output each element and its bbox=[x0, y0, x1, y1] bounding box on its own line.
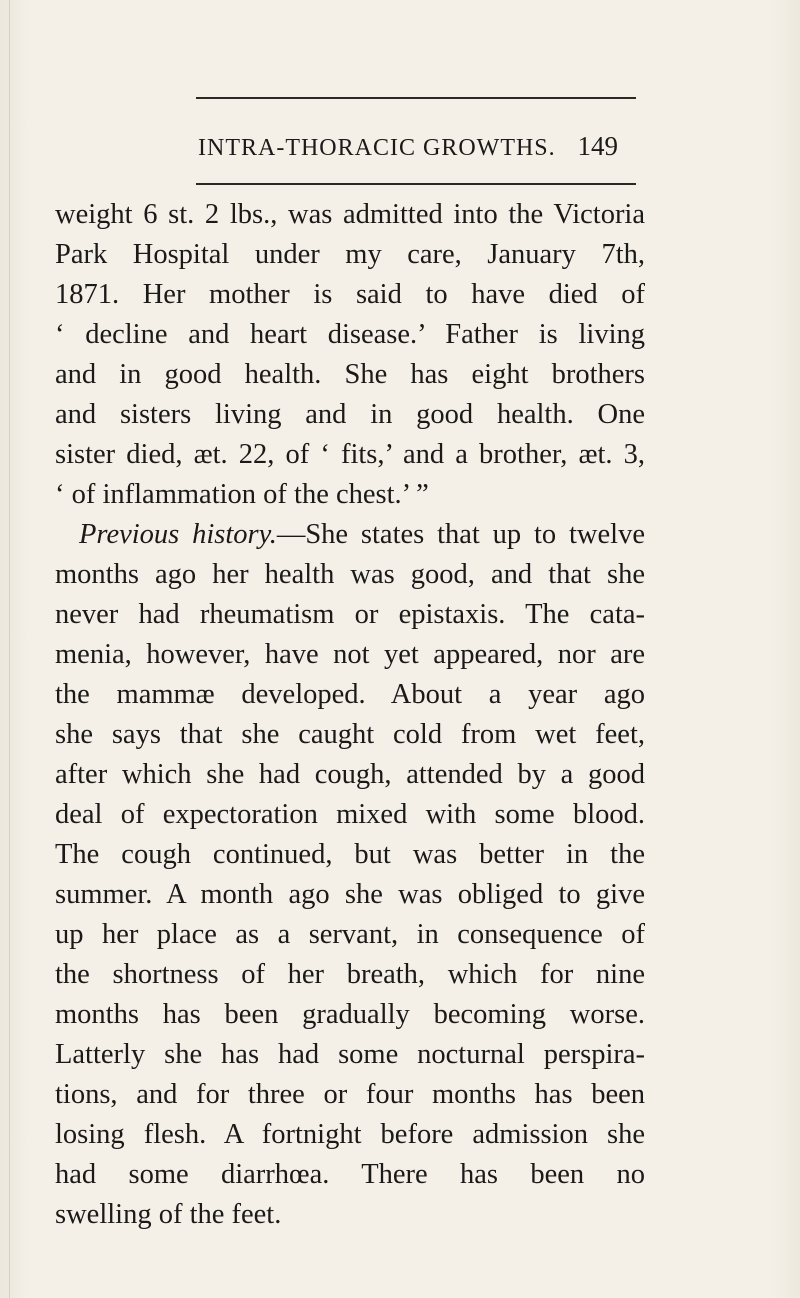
text-line: 1871. Her mother is said to have died of bbox=[55, 279, 645, 310]
section-heading-rest: —She states that up to twelve bbox=[276, 519, 645, 550]
text-line: The cough continued, but was better in the bbox=[55, 839, 645, 870]
text-line: up her place as a servant, in consequence of bbox=[55, 919, 645, 950]
text-line: ‘ of inflammation of the chest.’ ” bbox=[55, 479, 429, 510]
running-head bbox=[198, 131, 618, 165]
text-line: sister died, æt. 22, of ‘ fits,’ and a brother, æt. 3, bbox=[55, 439, 645, 470]
text-line: swelling of the feet. bbox=[55, 1199, 282, 1230]
text-line: menia, however, have not yet appeared, nor are bbox=[55, 639, 645, 670]
text-line: and sisters living and in good health. One bbox=[55, 399, 645, 430]
text-line: summer. A month ago she was obliged to give bbox=[55, 879, 645, 910]
text-line: after which she had cough, attended by a good bbox=[55, 759, 645, 790]
running-title: INTRA-THORACIC GROWTHS. bbox=[198, 135, 556, 161]
text-line: and in good health. She has eight brothers bbox=[55, 359, 645, 390]
text-line: never had rheumatism or epistaxis. The cata- bbox=[55, 599, 645, 630]
body-text bbox=[55, 195, 645, 1235]
text-line: weight 6 st. 2 lbs., was admitted into the Victoria bbox=[55, 199, 645, 230]
text-line: the mammæ developed. About a year ago bbox=[55, 679, 645, 710]
section-heading: Previous history. bbox=[79, 519, 277, 550]
text-line: deal of expectoration mixed with some blood. bbox=[55, 799, 645, 830]
text-line: she says that she caught cold from wet feet, bbox=[55, 719, 645, 750]
header-rule-top bbox=[196, 97, 636, 99]
header-rule-bottom bbox=[196, 183, 636, 185]
text-line: Park Hospital under my care, January 7th, bbox=[55, 239, 645, 270]
text-line: ‘ decline and heart disease.’ Father is living bbox=[55, 319, 645, 350]
text-line: the shortness of her breath, which for nine bbox=[55, 959, 645, 990]
text-line: had some diarrhœa. There has been no bbox=[55, 1159, 645, 1190]
text-line: losing flesh. A fortnight before admission she bbox=[55, 1119, 645, 1150]
text-line: months ago her health was good, and that she bbox=[55, 559, 645, 590]
text-line: tions, and for three or four months has been bbox=[55, 1079, 645, 1110]
page-edge-shadow bbox=[9, 0, 10, 1298]
page-number: 149 bbox=[577, 131, 618, 161]
text-line: months has been gradually becoming worse. bbox=[55, 999, 645, 1030]
section-line bbox=[55, 515, 645, 555]
text-line: Latterly she has had some nocturnal perspira- bbox=[55, 1039, 645, 1070]
